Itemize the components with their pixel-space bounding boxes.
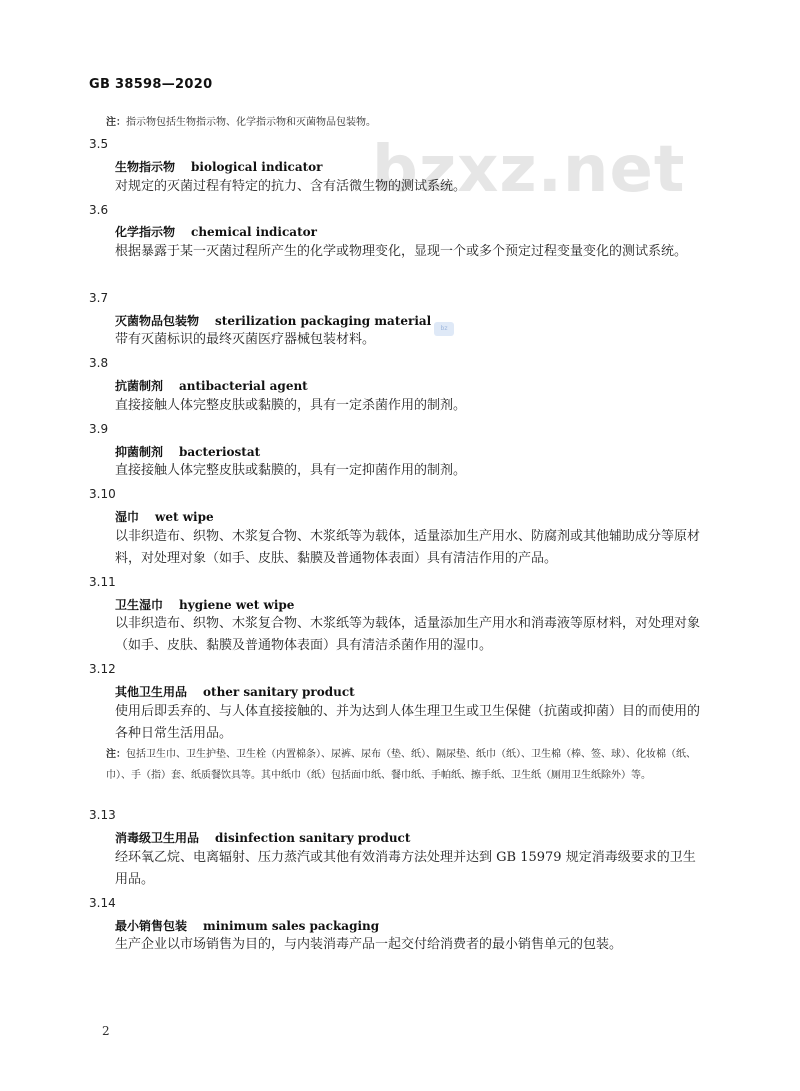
term-heading xyxy=(115,508,214,525)
term-zh: 化学指示物 xyxy=(115,225,176,239)
definition-text: 使用后即丢弃的、与人体直接接触的、并为达到人体生理卫生或卫生保健（抗菌或抑菌）目的而使用的各种日常生活用品。 xyxy=(115,704,701,741)
term-en: antibacterial agent xyxy=(179,379,308,393)
term-en: bacteriostat xyxy=(179,445,261,459)
clause-number: 3.7 xyxy=(89,291,109,305)
note-text: 指示物包括生物指示物、化学指示物和灭菌物品包装物。 xyxy=(126,117,376,128)
term-heading xyxy=(115,377,308,394)
term-zh: 抑菌制剂 xyxy=(115,445,164,459)
top-note xyxy=(106,112,706,134)
clause-number: 3.10 xyxy=(89,487,116,501)
note-label: 注： xyxy=(106,749,126,760)
term-en: wet wipe xyxy=(155,510,214,524)
term-heading xyxy=(115,223,317,240)
term-en: biological indicator xyxy=(191,160,323,174)
page-number: 2 xyxy=(102,1024,110,1038)
clause-number: 3.8 xyxy=(89,356,109,370)
term-en: hygiene wet wipe xyxy=(179,598,295,612)
definition-text: 直接接触人体完整皮肤或黏膜的，具有一定杀菌作用的制剂。 xyxy=(115,398,467,413)
definition-text: 生产企业以市场销售为目的，与内装消毒产品一起交付给消费者的最小销售单元的包装。 xyxy=(115,937,623,952)
clause-number: 3.14 xyxy=(89,896,116,910)
term-heading xyxy=(115,443,260,460)
note-text: 包括卫生巾、卫生护垫、卫生栓（内置棉条）、尿裤、尿布（垫、纸）、隔尿垫、纸巾（纸）、卫生棉（棒、签、球）、化妆棉（纸、巾）、手（指）套、纸质餐饮具等。其中纸巾（纸）包括面巾纸、餐巾纸、手帕纸、擦手纸、卫生纸（厕用卫生纸除外）等。 xyxy=(106,749,696,781)
term-en: chemical indicator xyxy=(191,225,317,239)
note xyxy=(106,744,706,786)
definition-text: 经环氧乙烷、电离辐射、压力蒸汽或其他有效消毒方法处理并达到 GB 15979 规定消毒级要求的卫生用品。 xyxy=(115,850,696,887)
seal-mark: bz xyxy=(434,322,454,336)
term-zh: 消毒级卫生用品 xyxy=(115,831,200,845)
definition-text: 以非织造布、织物、木浆复合物、木浆纸等为载体，适量添加生产用水和消毒液等原材料，对处理对象（如手、皮肤、黏膜及普通物体表面）具有清洁杀菌作用的湿巾。 xyxy=(115,616,701,653)
standard-number-header: GB 38598—2020 xyxy=(89,77,213,92)
term-zh: 其他卫生用品 xyxy=(115,685,188,699)
term-en: sterilization packaging material xyxy=(215,314,432,328)
clause-number: 3.9 xyxy=(89,422,109,436)
term-zh: 湿巾 xyxy=(115,510,140,524)
term-heading xyxy=(115,596,294,613)
term-zh: 卫生湿巾 xyxy=(115,598,164,612)
clause-number: 3.12 xyxy=(89,662,116,676)
definition-text: 带有灭菌标识的最终灭菌医疗器械包装材料。 xyxy=(115,332,376,347)
term-heading xyxy=(115,683,355,700)
clause-number: 3.13 xyxy=(89,808,116,822)
clause-number: 3.11 xyxy=(89,575,116,589)
clause-number: 3.5 xyxy=(89,137,109,151)
term-zh: 抗菌制剂 xyxy=(115,379,164,393)
term-heading xyxy=(115,158,322,175)
clause-number: 3.6 xyxy=(89,203,109,217)
term-zh: 生物指示物 xyxy=(115,160,176,174)
note-label: 注： xyxy=(106,117,126,128)
term-heading xyxy=(115,829,410,846)
term-heading xyxy=(115,312,431,329)
term-heading xyxy=(115,917,379,934)
term-en: minimum sales packaging xyxy=(203,919,380,933)
term-en: disinfection sanitary product xyxy=(215,831,411,845)
term-zh: 灭菌物品包装物 xyxy=(115,314,200,328)
term-en: other sanitary product xyxy=(203,685,355,699)
definition-text: 对规定的灭菌过程有特定的抗力、含有活微生物的测试系统。 xyxy=(115,179,467,194)
definition-text: 根据暴露于某一灭菌过程所产生的化学或物理变化，显现一个或多个预定过程变量变化的测试系统。 xyxy=(115,244,688,259)
definition-text: 以非织造布、织物、木浆复合物、木浆纸等为载体，适量添加生产用水、防腐剂或其他辅助成分等原材料，对处理对象（如手、皮肤、黏膜及普通物体表面）具有清洁作用的产品。 xyxy=(115,529,701,566)
definition-text: 直接接触人体完整皮肤或黏膜的，具有一定抑菌作用的制剂。 xyxy=(115,463,467,478)
term-zh: 最小销售包装 xyxy=(115,919,188,933)
watermark: bzxz.net xyxy=(372,133,686,207)
